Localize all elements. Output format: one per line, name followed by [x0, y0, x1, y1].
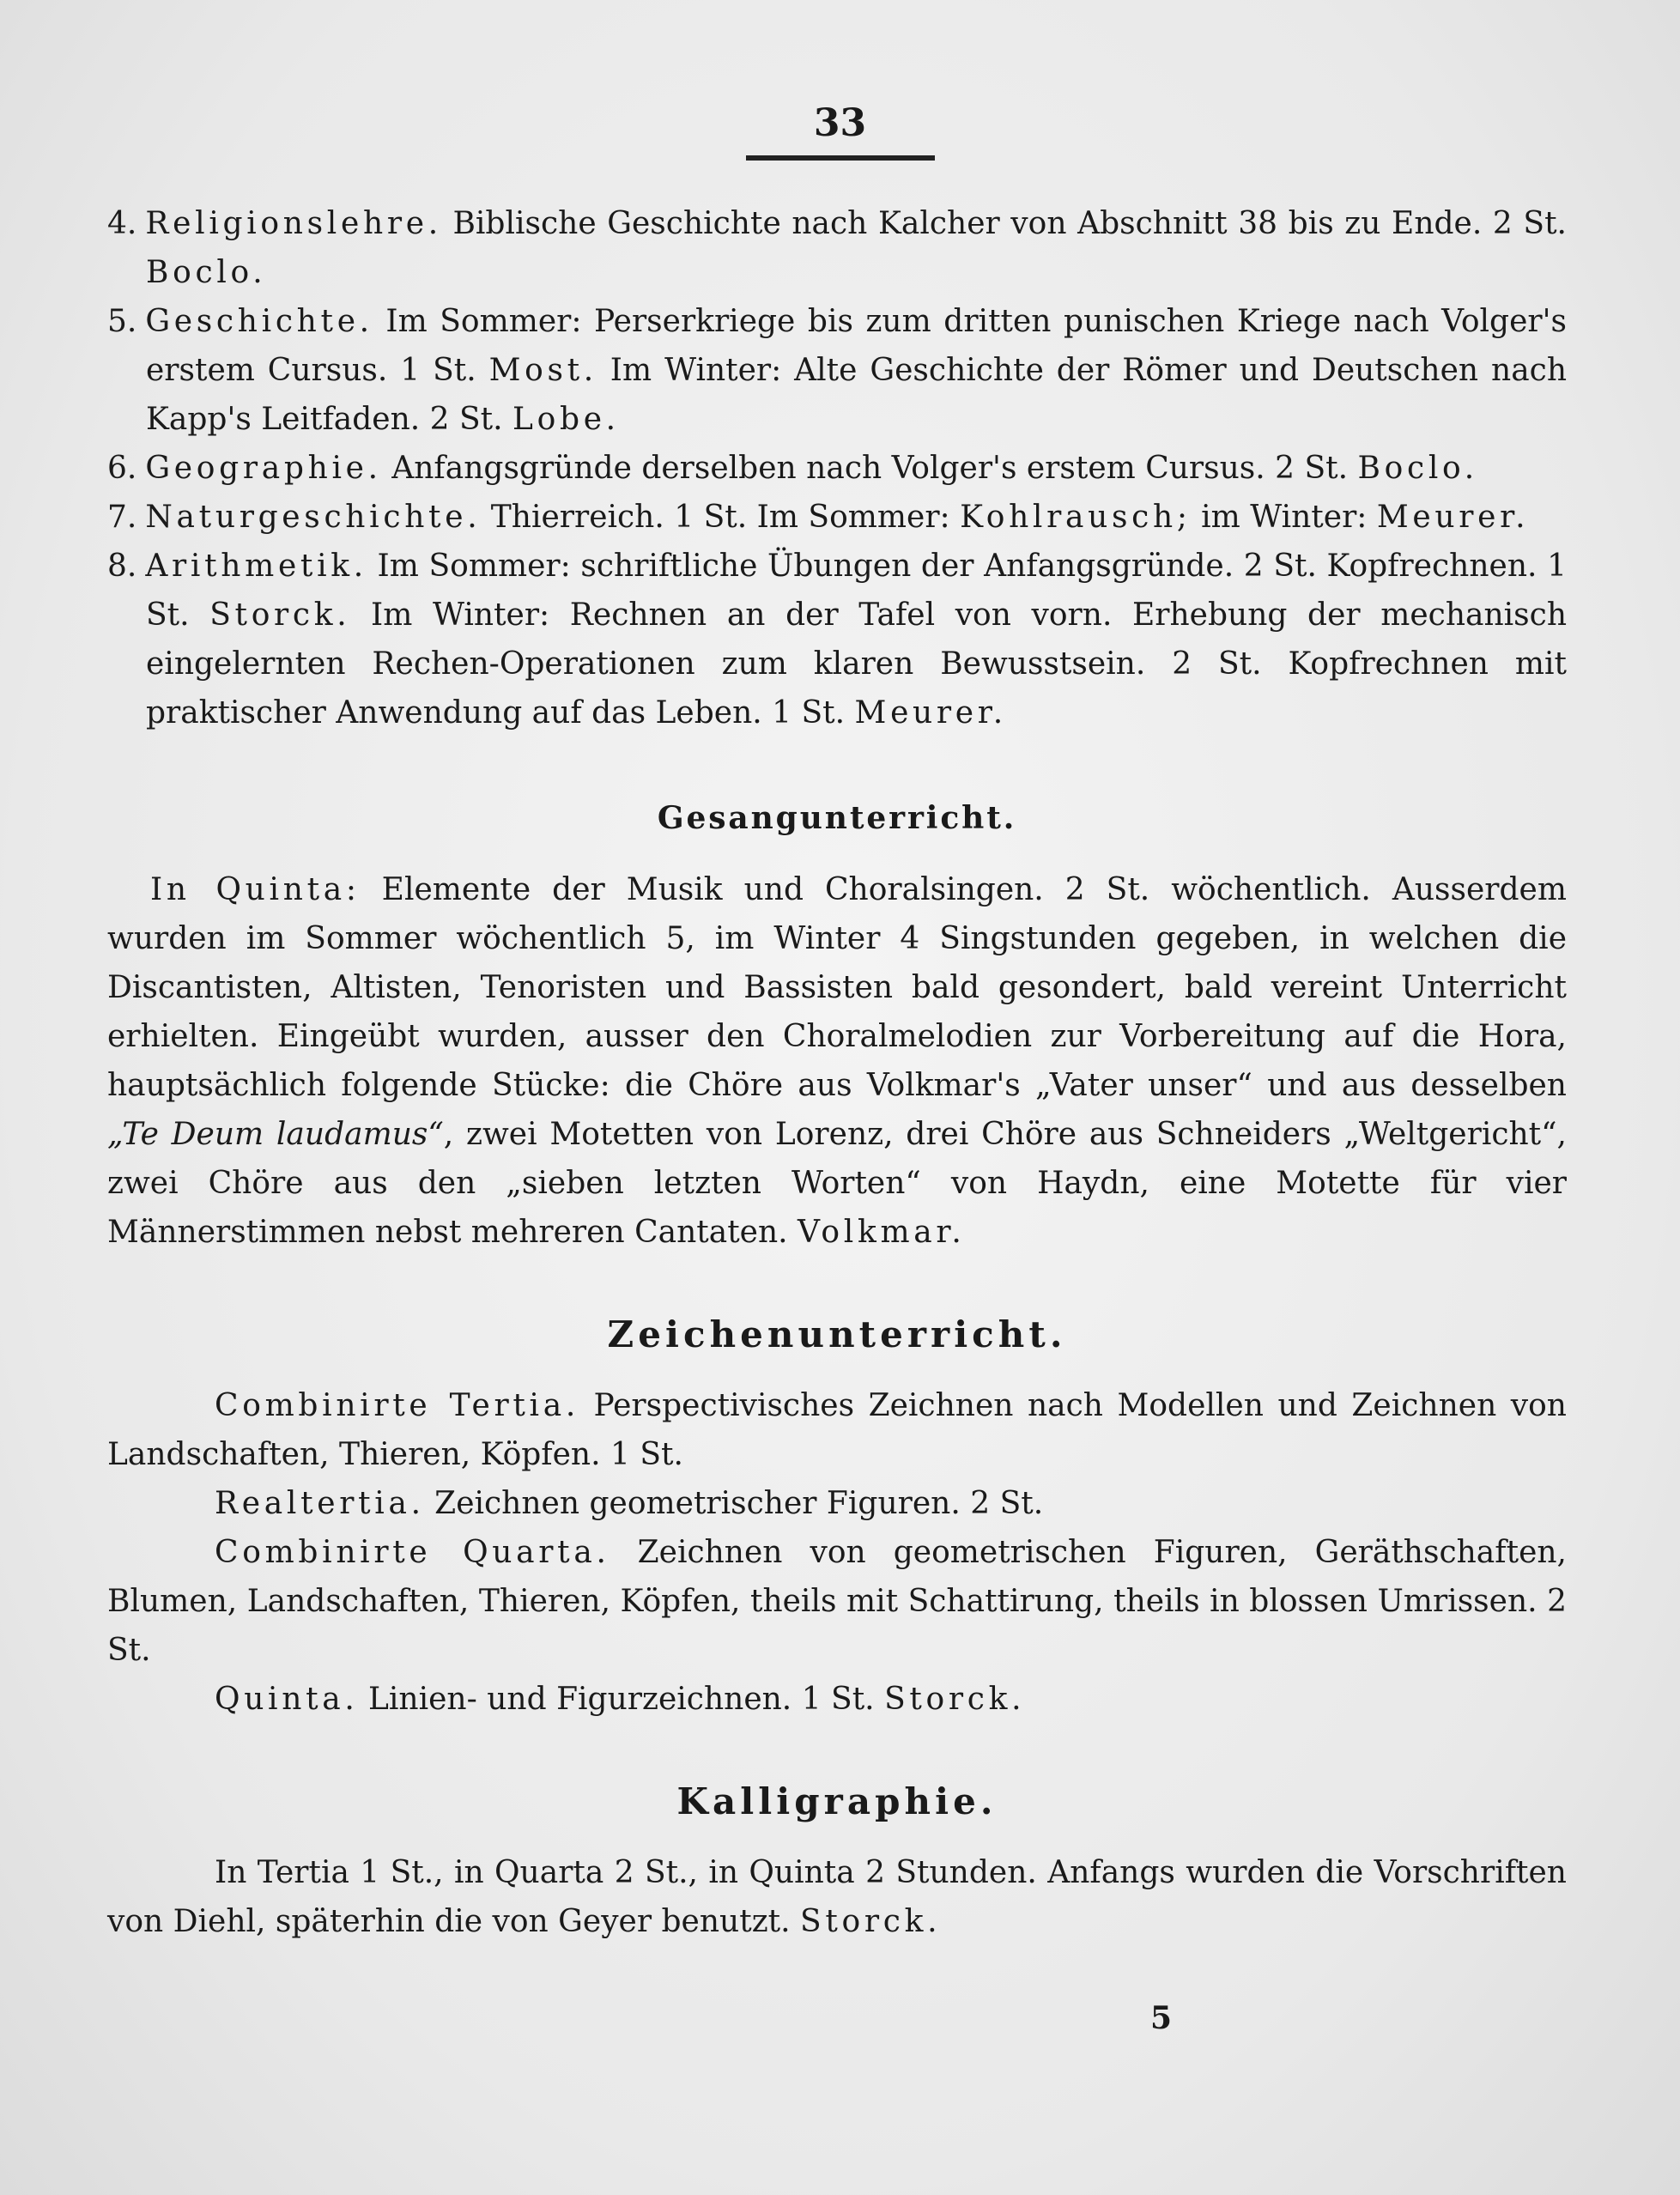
item-text: Im Winter: Alte Geschichte der Römer und Deutschen nach Kapp's Leitfaden. 2 St. [146, 353, 1568, 437]
teacher-name: Meurer. [1376, 500, 1530, 535]
teacher-name: Storck. [209, 597, 351, 633]
subject-list [107, 199, 1567, 737]
item-text: Biblische Geschichte nach Kalcher von Abschnitt 38 bis zu Ende. 2 St. [441, 206, 1567, 241]
list-item-arithmetik [107, 542, 1567, 737]
item-text: Im Sommer: schriftliche Übungen der Anfangsgründe. 2 St. Kopfrechnen. 1 St. [146, 549, 1567, 633]
teacher-name: Boclo. [1357, 451, 1478, 486]
paragraph-text: , zwei Motetten von Lorenz, drei Chöre aus Schneiders „Weltgericht“, zwei Chöre aus den „sieben letzten Worten“ von Haydn, eine Motette für vier Männerstimmen nebst mehreren Cantaten. [107, 1117, 1568, 1250]
item-number: 7. [107, 500, 137, 535]
entry-text: Zeichnen geometrischer Figuren. 2 St. [424, 1486, 1044, 1521]
subject-name: Naturgeschichte. [145, 500, 482, 535]
subject-name: Geographie. [145, 451, 382, 486]
item-text: Im Sommer: Perserkriege bis zum dritten punischen Kriege nach Volger's erstem Cursus. 1 St. [146, 304, 1567, 388]
list-item-religionslehre [107, 199, 1567, 297]
teacher-name: Storck. [884, 1682, 1026, 1717]
subject-name: Arithmetik. [145, 549, 367, 584]
teacher-name: Meurer. [854, 695, 1007, 731]
list-item-geographie [107, 444, 1567, 493]
subject-name: Religionslehre. [145, 206, 442, 241]
section-gesangunterricht [107, 794, 1567, 1257]
class-name: Combinirte Tertia. [215, 1388, 579, 1423]
page-content [107, 199, 1567, 1999]
item-text: Im Winter: Rechnen an der Tafel von vorn. Erhebung der mechanisch eingelernten Rechen-Operationen zum klaren Bewusstsein. 2 St. Kopfrechnen mit praktischer Anwendung auf das Leben. 1 St. [146, 597, 1568, 731]
list-item-geschichte [107, 297, 1567, 444]
section-zeichenunterricht [107, 1310, 1567, 1724]
teacher-name: Boclo. [146, 255, 267, 290]
item-number: 5. [107, 304, 137, 339]
item-number: 6. [107, 451, 137, 486]
signature-mark: 5 [1150, 2000, 1173, 2036]
section-title-gesang: Gesangunterricht. [657, 800, 1017, 836]
subject-name: Geschichte. [145, 304, 373, 339]
work-title: „Te Deum laudamus“ [107, 1117, 444, 1152]
item-number: 8. [107, 549, 137, 584]
item-text: Anfangsgründe derselben nach Volger's erstem Cursus. 2 St. [381, 451, 1358, 486]
teacher-name: Volkmar. [798, 1215, 966, 1250]
page-number: 33 [813, 101, 867, 145]
class-name: Combinirte Quarta. [215, 1535, 610, 1570]
entry-text: Zeichnen von geometrischen Figuren, Geräthschaften, Blumen, Landschaften, Thieren, Köpfen, theils mit Schattirung, theils in blossen Umrissen. 2 St. [107, 1535, 1567, 1668]
section-title-zeichnen: Zeichenunterricht. [607, 1313, 1067, 1355]
entry-text: Linien- und Figurzeichnen. 1 St. [358, 1682, 885, 1717]
teacher-name: Storck. [800, 1904, 942, 1939]
list-item-naturgeschichte [107, 493, 1567, 542]
item-text: im Winter: [1191, 500, 1377, 535]
item-text: Thierreich. 1 St. Im Sommer: [481, 500, 961, 535]
class-name: In Quinta: [150, 872, 361, 907]
kalligraphie-paragraph [107, 1848, 1567, 1946]
page-header [0, 101, 1680, 161]
paragraph-text: Elemente der Musik und Choralsingen. 2 St. wöchentlich. Ausserdem wurden im Sommer wöchentlich 5, im Winter 4 Singstunden gegeben, in welchen die Discantisten, Altisten, Tenoristen und Bassisten bald gesondert, bald vereint Unterricht erhielten. Eingeübt wurden, ausser den Choralmelodien zur Vorbereitung auf die Hora, hauptsächlich folgende Stücke: die Chöre aus Volkmar's „Vater unser“ und aus desselben [107, 872, 1567, 1103]
header-rule [746, 155, 935, 161]
gesang-paragraph [107, 865, 1567, 1257]
teacher-name: Kohlrausch; [960, 500, 1192, 535]
item-number: 4. [107, 206, 137, 241]
zeichnen-entry [107, 1528, 1567, 1675]
entry-text: Perspectivisches Zeichnen nach Modellen und Zeichnen von Landschaften, Thieren, Köpfen. 1 St. [107, 1388, 1567, 1472]
paragraph-text: In Tertia 1 St., in Quarta 2 St., in Quinta 2 Stunden. Anfangs wurden die Vorschriften von Diehl, späterhin die von Geyer benutzt. [107, 1855, 1567, 1939]
class-name: Realtertia. [215, 1486, 425, 1521]
section-title-kalligraphie: Kalligraphie. [676, 1780, 998, 1822]
class-name: Quinta. [215, 1682, 359, 1717]
zeichnen-entry [107, 1479, 1567, 1528]
zeichnen-entry [107, 1381, 1567, 1479]
teacher-name: Most. [488, 353, 597, 388]
zeichnen-entry [107, 1675, 1567, 1724]
teacher-name: Lobe. [512, 402, 620, 437]
section-kalligraphie [107, 1777, 1567, 1946]
